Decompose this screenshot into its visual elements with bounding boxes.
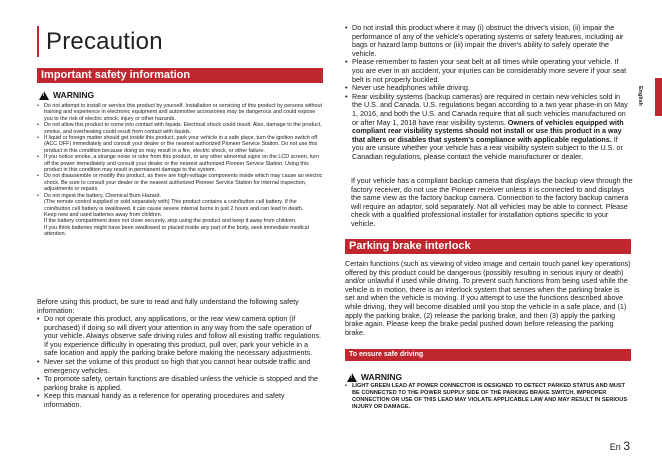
right-item: • Do not install this product where it may (i) obstruct the driver's vision, (ii) impair the performance of any of the vehicle's operating systems or safety features, including air bags or hazard lamp buttons or (iii) impair the driver's ability to safely operate the vehicle. (345, 24, 631, 58)
safety-item: • Do not operate this product, any applications, or the rear view camera option (if purchased) if doing so will divert your attention in any way from the safe operation of your vehicle. Always observe safe driving rules and follow all existing traffic regulations. If you experience difficulty in operating this product, pull over, park your vehicle in a safe location and apply the parking brake before making the necessary adjustments. (37, 315, 323, 358)
warning-heading-right (347, 372, 402, 382)
parking-brake-banner: Parking brake interlock (345, 239, 631, 254)
warning-item: • Do not allow this product to come into contact with liquids. Electrical shock could result. Also, damage to the product, smoke, and overheating could result from contact with liquids. (37, 122, 323, 135)
page-number-value: 3 (623, 439, 630, 453)
rear-visibility-item (345, 93, 631, 162)
page-title: Precaution (46, 28, 163, 55)
rear-visibility-bold: Owners of vehicles equipped with compliant rear visibility systems should not install or use this product in a way that alters or disables that system's compliance with applicable regulations. (352, 117, 624, 144)
interlock-paragraph: Certain functions (such as viewing of video image and certain touch panel key operations) offered by this product could be dangerous (possibly resulting in serious injury or death) and/or unlawful if used while driving. To prevent such functions from being used while the vehicle is in motion, there is an interlock system that senses when the parking brake is set and when the vehicle is moving. If you attempt to use the functions described above while driving, they will become disabled until you stop the vehicle in a safe place, and (1) apply the parking brake, (2) release the parking brake, and then (3) apply the parking brake again. Please keep the brake pedal pushed down before releasing the parking brake. (345, 259, 631, 337)
language-tab-label: English (637, 86, 643, 106)
warning-list-right (345, 383, 631, 411)
safe-driving-banner: To ensure safe driving (345, 349, 631, 361)
warning-item: • If you notice smoke, a strange noise or odor from this product, or any other abnormal signs on the LCD screen, turn off the power immediately and consult your dealer or the nearest authorized Pioneer Service Station. Using this product in this condition may result in permanent damage to the system. (37, 154, 323, 173)
battery-note: Keep new and used batteries away from children. (44, 211, 163, 218)
warning-item: • Do not attempt to install or service this product by yourself. Installation or servicing of this product by persons without training and experience in electronic equipment and automotive accessories may be dangerous and could expose you to the risk of electric shock, injury or other hazards. (37, 103, 323, 122)
backup-camera-paragraph: If your vehicle has a compliant backup camera that displays the backup view through the factory receiver, do not use the Pioneer receiver unless it is connected to and displays the same view as the factory backup camera. Connection to the factory backup camera will require an adaptor, sold separately. Not all vehicles may be able to connect. Please check with a qualified professional installer for installation options specific to your vehicle. (351, 176, 633, 228)
warning-icon (39, 91, 49, 100)
important-safety-banner: Important safety information (37, 68, 323, 83)
page-number (610, 439, 630, 453)
rear-visibility-tail: If you are unsure whether your vehicle has a rear visibility system subject to the U.S. or Canadian regulations, please contact the vehicle manufacturer or dealer. (352, 134, 623, 161)
safety-item: • Never set the volume of this product so high that you cannot hear outside traffic and emergency vehicles. (37, 358, 323, 375)
battery-note: If the battery compartment does not close securely, stop using the product and keep it away from children. (44, 218, 297, 225)
right-item: • Never use headphones while driving. (345, 84, 631, 93)
safety-item: • Keep this manual handy as a reference for operating procedures and safety information. (37, 392, 323, 409)
warning-label: WARNING (53, 90, 95, 100)
warning-item: • If liquid or foreign matter should get inside this product, park your vehicle in a safe place, turn the ignition switch off (ACC OFF) immediately and consult your dealer or the nearest authorized Pioneer Service Station. Do not use this product in this condition because doing so may result in a fire, electric shock, or other failure. (37, 135, 323, 154)
rear-visibility-text: Rear visibility systems (backup cameras) are required in certain new vehicles sold in the U.S. and Canada. U.S. regulations began according to a two year phase-in on May 1, 2016, and both the U.S. and Canada require that all such vehicles manufactured on or after May 1, 2018 have rear visibility systems. (352, 91, 628, 127)
page-title-block (37, 26, 163, 57)
right-safety-list (345, 24, 631, 162)
warning-item: • LIGHT GREEN LEAD AT POWER CONNECTOR IS DESIGNED TO DETECT PARKED STATUS AND MUST BE CONNECTED TO THE POWER SUPPLY SIDE OF THE PARKING BRAKE SWITCH. IMPROPER CONNECTION OR USE OF THIS LEAD MAY VIOLATE APPLICABLE LAW AND MAY RESULT IN SERIOUS INJURY OR DAMAGE. (345, 383, 631, 411)
page-prefix: En (609, 442, 621, 452)
warning-icon (347, 373, 357, 382)
safety-list (37, 315, 323, 410)
language-tab-marker (655, 78, 662, 116)
battery-note: (The remote control supplied or sold separately with) This product contains a coin/button cell battery. If the coin/button cell battery is swallowed, it can cause severe internal burns in just 2 hours and can lead to death. (44, 199, 304, 212)
right-item: • Please remember to fasten your seat belt at all times while operating your vehicle. If you are ever in an accident, your injuries can be considerably more severe if your seat belt is not properly buckled. (345, 58, 631, 84)
safety-intro: Before using this product, be sure to read and fully understand the following safety information: (37, 297, 299, 315)
warning-list-left (37, 103, 323, 238)
warning-label: WARNING (361, 372, 403, 382)
warning-item: • Do not disassemble or modify this product, as there are high-voltage components inside which may cause an electric shock. Be sure to consult your dealer or the nearest authorized Pioneer Service Station for internal inspection, adjustments or repairs. (37, 173, 323, 192)
safety-item: • To promote safety, certain functions are disabled unless the vehicle is stopped and the parking brake is applied. (37, 375, 323, 392)
warning-heading-left (39, 90, 94, 100)
battery-note: If you think batteries might have been swallowed or placed inside any part of the body, seek immediate medical attention. (44, 224, 309, 238)
warning-item: • Do not ingest the battery, Chemical Burn Hazard. (37, 193, 323, 199)
